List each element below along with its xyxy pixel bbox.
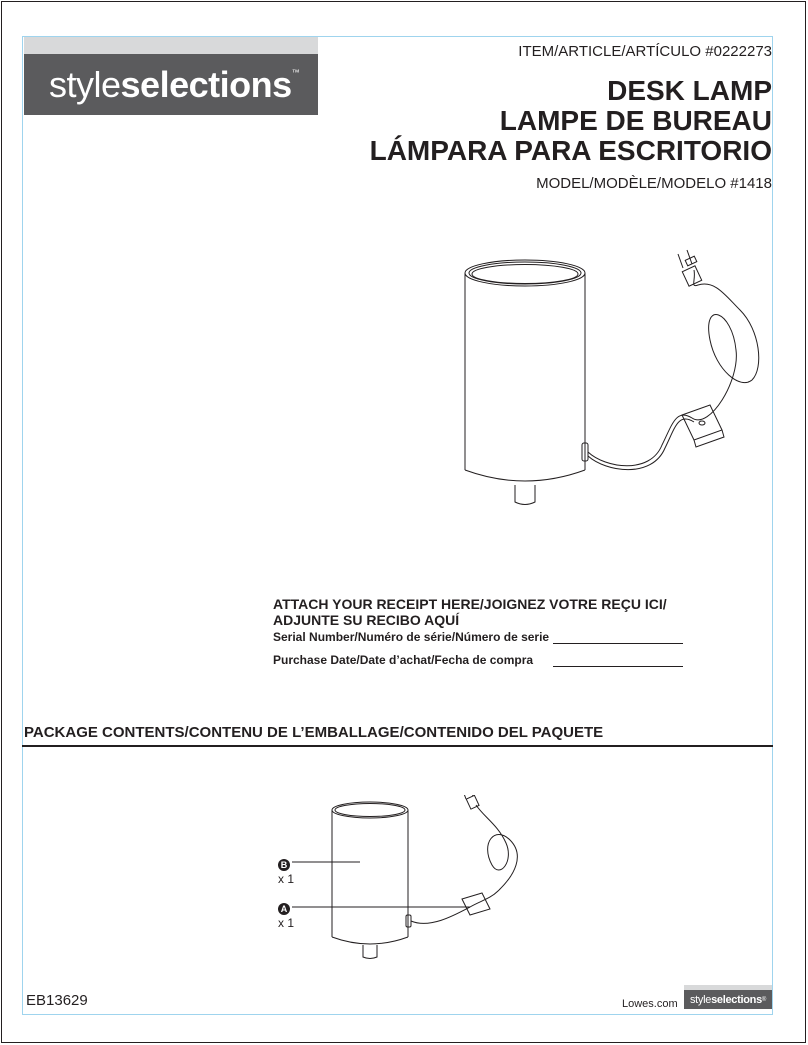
part-a-quantity: x 1 [278,916,295,930]
footer-logo-text: style selections ® [684,990,772,1009]
document-code: EB13629 [26,992,88,1009]
model-number: MODEL/MODÈLE/MODELO #1418 [536,175,772,192]
receipt-section [273,596,733,667]
plug-drawing [678,250,702,286]
lamp-cord-drawing [588,270,759,466]
part-b-letter-badge: B [278,859,290,871]
part-a-letter-badge: A [278,903,290,915]
part-a-cord-drawing [411,795,517,923]
part-b-quantity: x 1 [278,872,295,886]
item-number: ITEM/ARTICLE/ARTÍCULO #0222273 [518,43,772,60]
title-french: LAMPE DE BUREAU [499,105,772,136]
lamp-shade-drawing [465,260,588,505]
title-english: DESK LAMP [607,75,772,106]
purchase-date-row [273,653,683,667]
part-b-callout [278,857,294,886]
section-divider [22,745,773,747]
part-b-shade-drawing [332,802,411,959]
title-spanish: LÁMPARA PARA ESCRITORIO [369,135,772,166]
serial-number-row [273,630,683,644]
receipt-heading-line2: ADJUNTE SU RECIBO AQUÍ [273,612,460,628]
product-title [370,76,772,166]
website-link[interactable]: Lowes.com [622,998,678,1010]
receipt-heading [273,596,733,628]
package-contents-illustration [270,795,530,965]
purchase-date-line[interactable] [553,654,683,667]
brand-logo [24,54,318,115]
inline-switch-drawing [682,405,724,447]
purchase-date-label: Purchase Date/Date d’achat/Fecha de compra [273,653,534,667]
receipt-heading-line1: ATTACH YOUR RECEIPT HERE/JOIGNEZ VOTRE REÇU ICI/ [273,596,667,612]
serial-number-line[interactable] [553,631,683,644]
footer-brand-logo [684,985,772,1009]
brand-logo-text: styleselections™ [49,63,300,105]
lamp-illustration [440,240,770,520]
serial-number-label: Serial Number/Numéro de série/Número de serie [273,630,550,644]
part-a-callout [278,901,294,930]
package-contents-heading: PACKAGE CONTENTS/CONTENU DE L’EMBALLAGE/CONTENIDO DEL PAQUETE [24,724,604,741]
logo-accent-bar [24,37,318,54]
